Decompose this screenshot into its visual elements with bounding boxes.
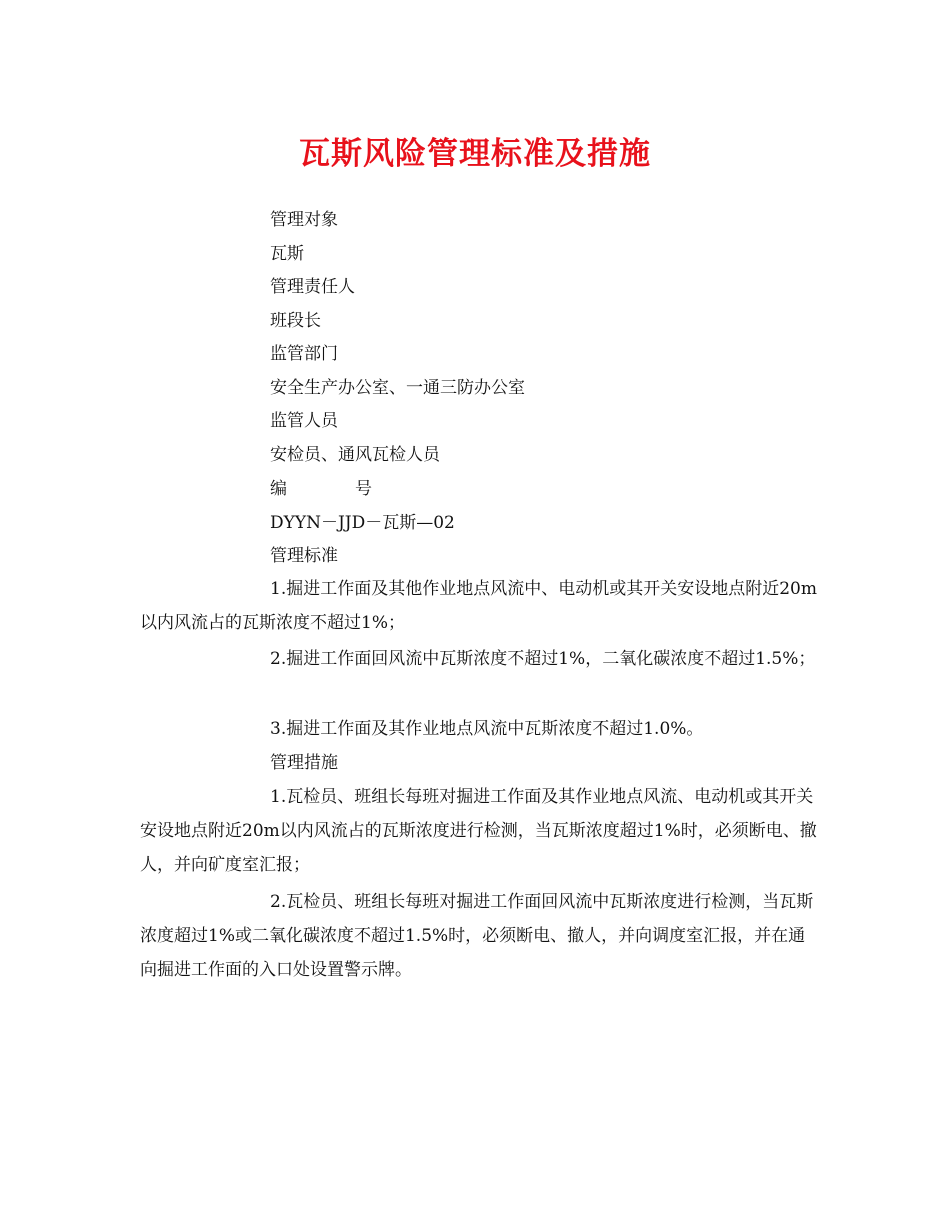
measure-item-2: 2.瓦检员、班组长每班对掘进工作面回风流中瓦斯浓度进行检测，当瓦斯浓度超过1%或二氧化碳浓度不超过1.5%时，必须断电、撤人，并向调度室汇报，并在通向掘进工作面的入口处设置警示牌。 bbox=[140, 892, 814, 980]
field-value-number: DYYN－JJD－瓦斯—02 bbox=[270, 513, 455, 533]
standard-item-3: 3.掘进工作面及其作业地点风流中瓦斯浓度不超过1.0%。 bbox=[270, 719, 704, 739]
measure-item-1: 1.瓦检员、班组长每班对掘进工作面及其作业地点风流、电动机或其开关安设地点附近20m以内风流占的瓦斯浓度进行检测，当瓦斯浓度超过1%时，必须断电、撤人，并向矿度室汇报； bbox=[140, 787, 817, 875]
field-label-supervisors: 监管人员 bbox=[270, 411, 338, 431]
field-value-responsible-person: 班段长 bbox=[270, 311, 321, 331]
standard-item-1: 1.掘进工作面及其他作业地点风流中、电动机或其开关安设地点附近20m以内风流占的瓦斯浓度不超过1%； bbox=[140, 579, 817, 633]
number-label-char-2: 号 bbox=[355, 479, 372, 499]
field-label-responsible-person: 管理责任人 bbox=[270, 277, 355, 297]
field-label-number bbox=[270, 477, 372, 501]
standard-item-2: 2.掘进工作面回风流中瓦斯浓度不超过1%，二氧化碳浓度不超过1.5%； bbox=[270, 649, 816, 669]
standards-heading: 管理标准 bbox=[270, 546, 338, 566]
field-value-management-object: 瓦斯 bbox=[270, 244, 304, 264]
number-label-char-1: 编 bbox=[270, 479, 287, 499]
field-label-supervising-dept: 监管部门 bbox=[270, 344, 338, 364]
field-value-supervising-dept: 安全生产办公室、一通三防办公室 bbox=[270, 378, 525, 398]
measures-heading: 管理措施 bbox=[270, 753, 338, 773]
field-label-management-object: 管理对象 bbox=[270, 210, 338, 230]
field-value-supervisors: 安检员、通风瓦检人员 bbox=[270, 445, 440, 465]
document-title: 瓦斯风险管理标准及措施 bbox=[299, 136, 651, 172]
